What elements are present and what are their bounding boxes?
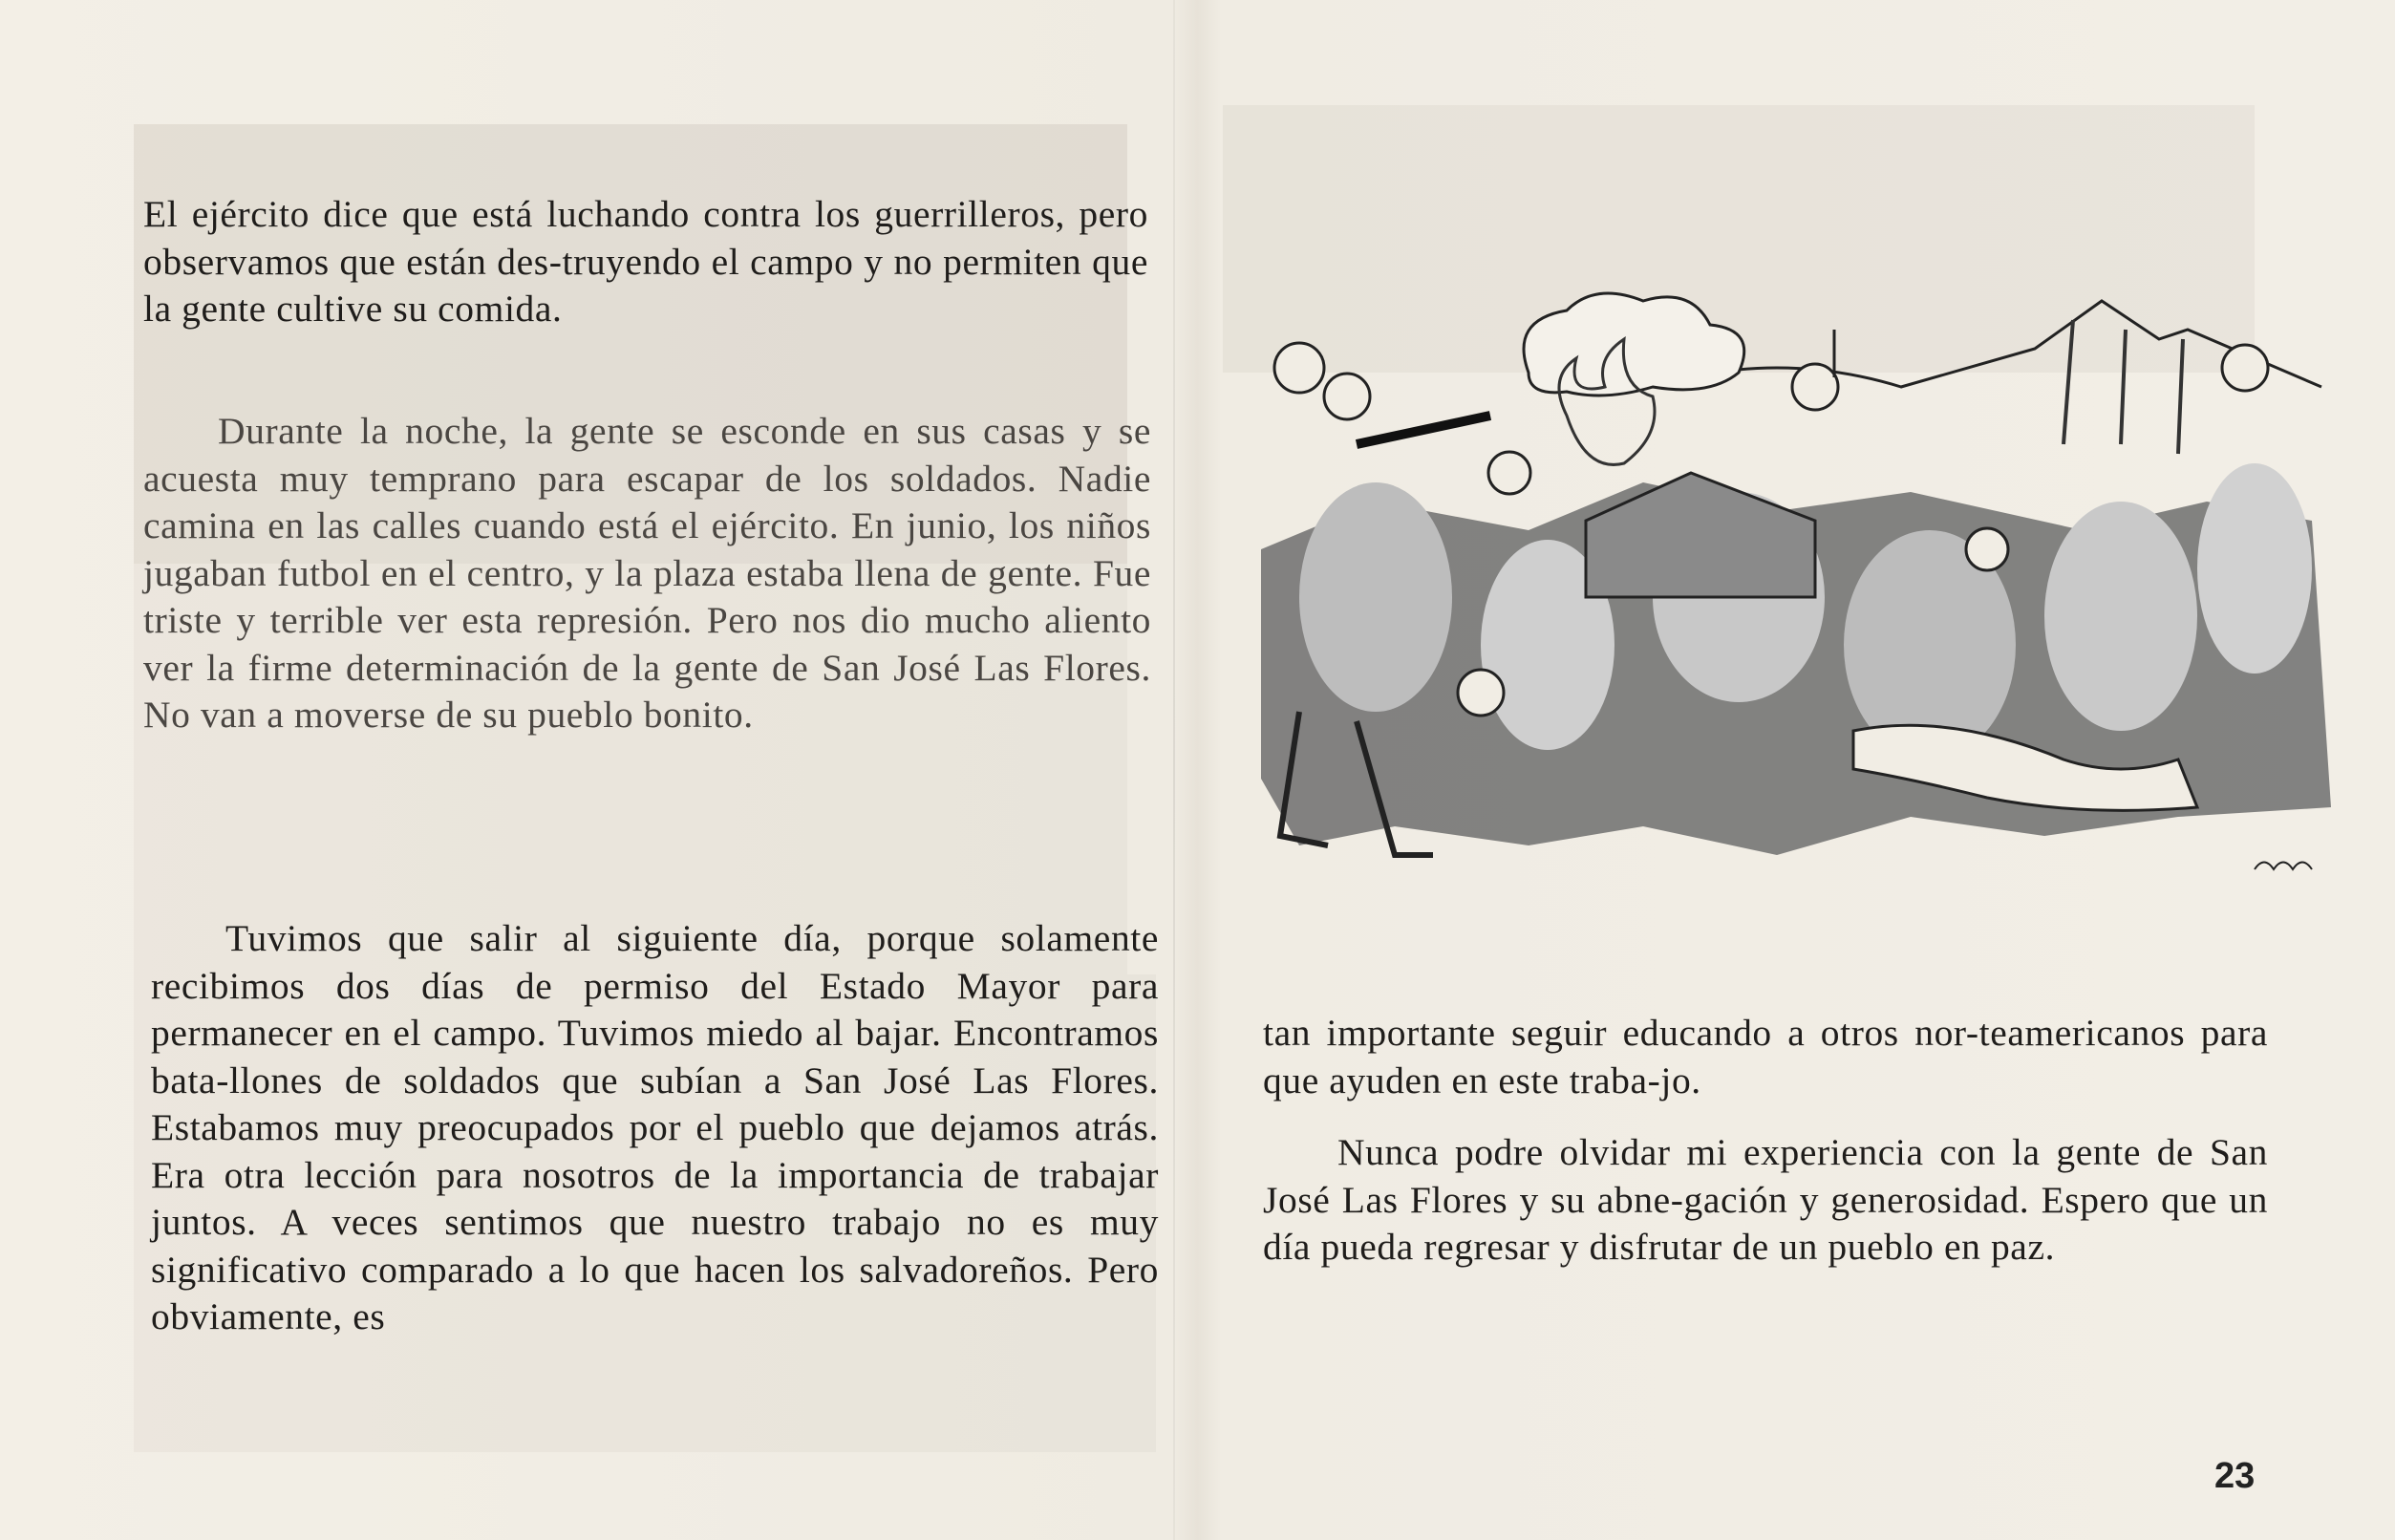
left-column-top [143,191,1148,333]
page-gutter [1173,0,1175,1540]
paragraph: El ejército dice que está luchando contra los guerrilleros, pero observamos que están des-truyendo el campo y no permiten que la gente cultive su comida. [143,193,1148,330]
left-column-middle [143,408,1151,739]
right-column [1263,1010,2268,1272]
paragraph: Nunca podre olvidar mi experiencia con la gente de San José Las Flores y su abne-gación y generosidad. Espero que un día pueda regresar y disfrutar de un pueblo en paz. [1263,1131,2268,1268]
illustration-drawing-icon [1242,282,2331,960]
paragraph: Tuvimos que salir al siguiente día, porque solamente recibimos dos días de permiso del Estado Mayor para permanecer en el campo. Tuvimos miedo al bajar. Encontramos bata-llones de soldados que subían a San José Las Flores. Estabamos muy preocupados por el pueblo que dejamos atrás. Era otra lección para nosotros de la importancia de trabajar juntos. A veces sentimos que nuestro trabajo no es muy significativo comparado a lo que hacen los salvadoreños. Pero obviamente, es [151,917,1159,1337]
village-repression-illustration [1242,282,2331,960]
page-number: 23 [2214,1456,2256,1496]
paragraph: Durante la noche, la gente se esconde en sus casas y se acuesta muy temprano para escapar de los soldados. Nadie camina en las calles cuando está el ejército. En junio, los niños jugaban futbol en el centro, y la plaza estaba llena de gente. Fue triste y terrible ver esta represión. Pero nos dio mucho aliento ver la firme determinación de la gente de San José Las Flores. No van a moverse de su pueblo bonito. [143,410,1151,736]
left-column-bottom [151,915,1159,1341]
paragraph: tan importante seguir educando a otros nor-teamericanos para que ayuden en este traba-jo. [1263,1012,2268,1102]
